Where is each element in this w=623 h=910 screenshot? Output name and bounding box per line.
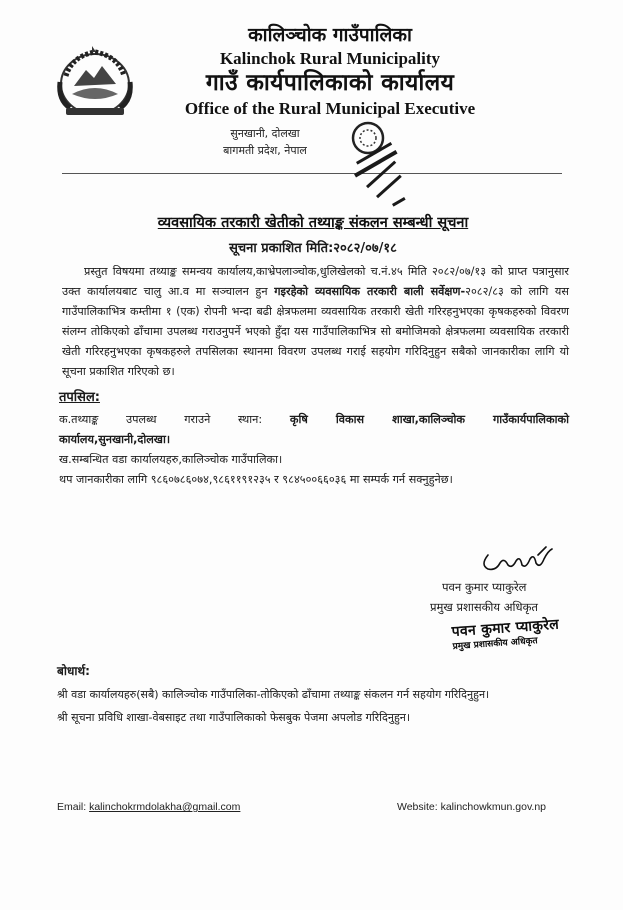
- office-seal-stamp-icon: [348, 120, 418, 208]
- notice-subject: व्यवसायिक तरकारी खेतीको तथ्याङ्क संकलन सम्बन्धी सूचना: [157, 215, 469, 231]
- footer-email: [57, 800, 240, 814]
- municipality-name-np: कालिञ्चोक गाउँपालिका: [248, 24, 412, 46]
- paragraph-text-end: २०८२/८३ को लागि यस गाउँपालिकाभित्र कम्तीमा १ (एक) रोपनी भन्दा बढी क्षेत्रफलमा व्यवसायिक तरकारी खेती गरिरहनुभएका कृषकहरुको विवरण संलग्न तोकिएको ढाँचामा उपलब्ध गराउनुपर्ने भएको हुँदा यस गाउँपालिकाभित्र सो बमोजिमको क्षेत्रफलमा व्यवसायिक तरकारी खेती गरिरहनुभएका कृषकहरुले तपसिलका स्थानमा विवरण उपलब्ध गराई सहयोग गरिदिनुहुन सबैको जानकारीका लागि यो सूचना प्रकाशित गरिएको छ।: [62, 285, 569, 378]
- detail-item-ka-label: क.तथ्याङ्क उपलब्ध गराउने स्थान:: [59, 413, 263, 426]
- municipality-name-en: Kalinchok Rural Municipality: [219, 49, 441, 68]
- cc-heading: बोधार्थ:: [57, 664, 90, 678]
- cc-item: श्री सूचना प्रविधि शाखा-वेबसाइट तथा गाउँपालिकाको फेसबुक पेजमा अपलोड गरिदिनुहुन।: [57, 711, 411, 724]
- office-name-en: Office of the Rural Municipal Executive: [184, 99, 476, 118]
- handwritten-signature-icon: [478, 543, 568, 573]
- email-link[interactable]: kalinchokrmdolakha@gmail.com: [89, 801, 241, 813]
- address-line-1: सुनखानी, दोलखा: [230, 127, 300, 140]
- notice-paragraph: [62, 262, 569, 382]
- stamp-name: पवन कुमार प्याकुरेल: [451, 616, 560, 641]
- signatory-stamp: [451, 615, 571, 653]
- signatory-name: पवन कुमार प्याकुरेल: [442, 580, 527, 594]
- detail-item-ka-cont: [59, 430, 569, 450]
- stamp-title: प्रमुख प्रशासकीय अधिकृत: [452, 636, 538, 653]
- header-divider: [62, 173, 562, 174]
- website-label: Website:: [397, 801, 441, 813]
- website-link[interactable]: kalinchowkmun.gov.np: [440, 801, 547, 813]
- details-heading: तपसिल:: [59, 390, 100, 405]
- notice-body: [57, 212, 569, 490]
- footer-website: [397, 800, 546, 814]
- address-line-2: बागमती प्रदेश, नेपाल: [223, 144, 307, 157]
- nepal-emblem-icon: [52, 42, 138, 120]
- office-name-np: गाउँ कार्यपालिकाको कार्यालय: [205, 70, 455, 96]
- paragraph-text-start: प्रस्तुत विषयमा तथ्याङ्क समन्वय कार्यालय,काभ्रेपलाञ्चोक,धुलिखेलको च.नं.४५ मिति २०८२/०७/१३ को प्राप्त पत्रानुसार उक्त कार्यालयबाट चालु आ.व मा सञ्चालन हुन: [62, 265, 569, 298]
- detail-item-kha: ख.सम्बन्धित वडा कार्यालयहरु,कालिञ्चोक गाउँपालिका।: [59, 453, 283, 466]
- publication-date: सूचना प्रकाशित मिति:२०८२/०७/१८: [229, 241, 397, 256]
- paragraph-text-bold: गइरहेको व्यवसायिक तरकारी बाली सर्वेक्षण-: [274, 285, 466, 298]
- contact-info: थप जानकारीका लागि ९८६०७८६०७४,९८६११९१२३५ र ९८४५००६६०३६ मा सम्पर्क गर्न सक्नुहुनेछ।: [59, 473, 453, 486]
- detail-item-ka-value: कृषि विकास शाखा,कालिञ्चोक गाउँकार्यपालिकाको: [289, 413, 569, 426]
- cc-item: श्री वडा कार्यालयहरु(सबै) कालिञ्चोक गाउँपालिका-तोकिएको ढाँचामा तथ्याङ्क संकलन गर्न सहयोग गरिदिनुहुन।: [57, 688, 490, 701]
- email-label: Email:: [57, 801, 90, 813]
- detail-item-ka: [59, 410, 569, 430]
- signatory-title: प्रमुख प्रशासकीय अधिकृत: [430, 600, 538, 614]
- detail-item-ka-value-cont: कार्यालय,सुनखानी,दोलखा।: [59, 433, 171, 446]
